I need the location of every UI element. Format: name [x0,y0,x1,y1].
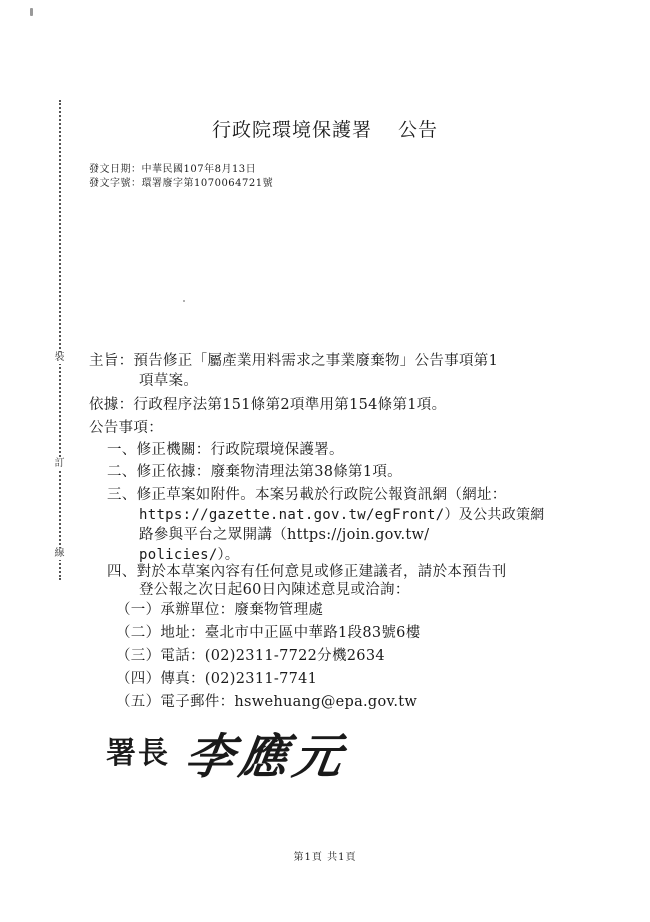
basis-line: 依據：行政程序法第151條第2項準用第154條第1項。 [89,397,447,413]
title-organization: 行政院環境保護署 [211,119,372,141]
subject-line-1: 主旨：預告修正「屬產業用料需求之事業廢棄物」公告事項第1 [89,353,499,369]
binding-mark-ding: 訂 [54,458,65,469]
notice-item-3-line-2: https://gazette.nat.gov.tw/egFront/）及公共政策網 [139,507,545,523]
contact-sub-item-2: （二）地址：臺北市中正區中華路1段83號6樓 [116,625,421,641]
contact-sub-item-5: （五）電子郵件：hswehuang@epa.gov.tw [116,694,418,710]
signature-block [100,718,400,788]
contact-sub-item-1: （一）承辦單位：廢棄物管理處 [116,602,324,618]
notice-item-2: 二、修正依據：廢棄物清理法第38條第1項。 [107,464,402,480]
page-footer: 第1頁 共1頁 [293,852,357,863]
notice-item-1: 一、修正機關：行政院環境保護署。 [107,442,344,458]
notice-item-4-line-2: 登公報之次日起60日內陳述意見或洽詢： [139,582,410,598]
contact-sub-item-4: （四）傳真：(02)2311-7741 [116,671,318,687]
title-document-type: 公告 [398,119,439,141]
signature-title: 署長 [106,736,170,771]
binding-dotted-line [59,100,61,580]
binding-mark-xian: 線 [54,548,65,559]
notice-item-3-line-3: 路參與平台之眾開講（https://join.gov.tw/ [139,527,430,543]
binding-mark-zhuang: 裝 [54,352,65,363]
issue-date: 發文日期：中華民國107年8月13日 [89,164,257,175]
subject-line-2: 項草案。 [139,373,199,389]
contact-sub-item-3: （三）電話：(02)2311-7722分機2634 [116,648,385,664]
notice-heading: 公告事項： [89,420,163,436]
notice-item-4-line-1: 四、對於本草案內容有任何意見或修正建議者，請於本預告刊 [107,564,507,580]
signature-name: 李應元 [181,729,352,785]
scan-speck [30,8,33,16]
notice-item-3-line-1: 三、修正草案如附件。本案另載於行政院公報資訊網（網址： [107,487,507,503]
issue-number: 發文字號：環署廢字第1070064721號 [89,178,274,189]
notice-item-3-line-4: policies/）。 [139,547,240,563]
scan-speck [183,300,185,302]
page-title [0,115,650,142]
